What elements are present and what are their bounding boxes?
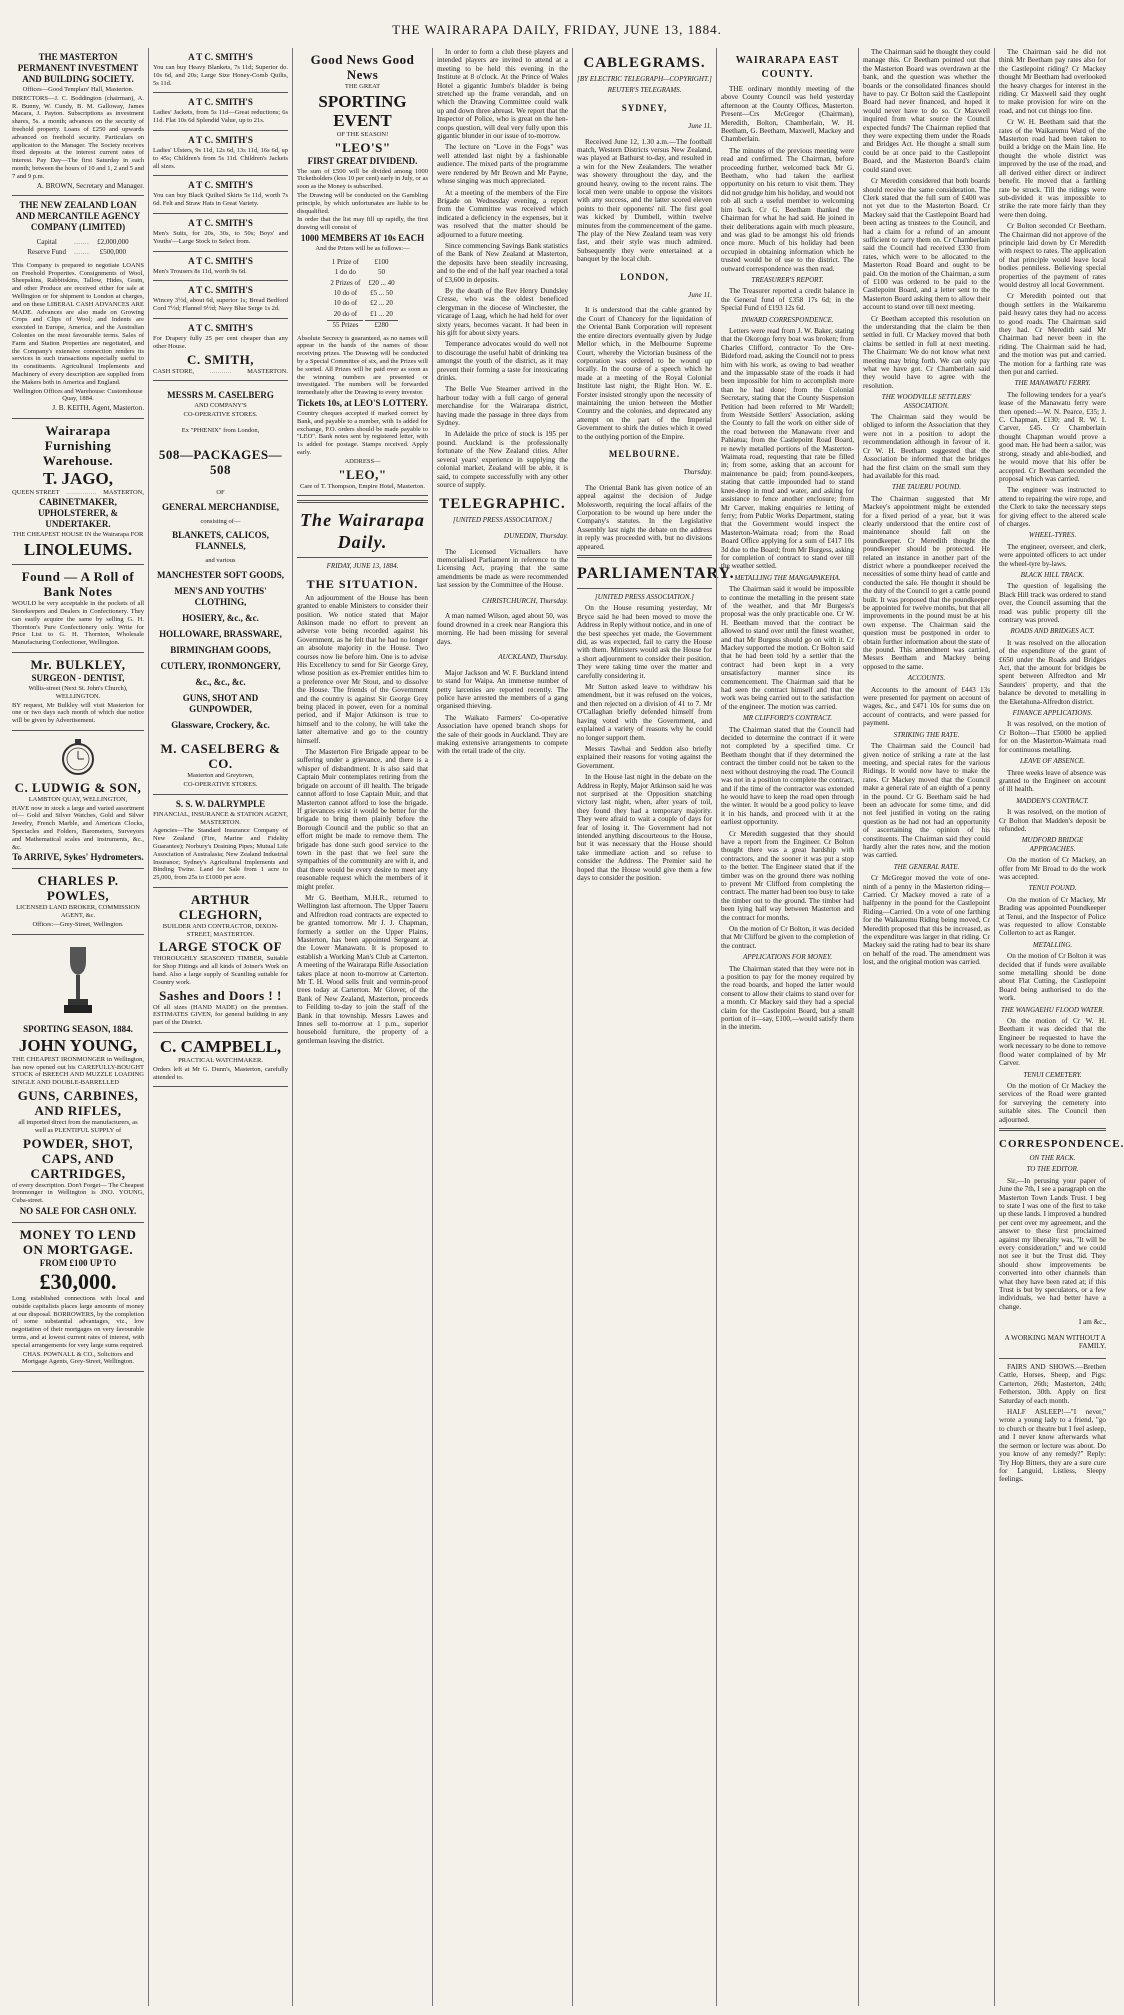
column-7 [858, 48, 994, 2006]
inward-heading: INWARD CORRESPONDENCE. [741, 315, 834, 324]
caselberg-item: consisting of— [200, 517, 241, 525]
tele-place-1: DUNEDIN, Thursday. [503, 531, 568, 540]
bulkley-ad [12, 653, 144, 731]
campbell-trade: PRACTICAL WATCHMAKER. [178, 1057, 263, 1065]
the-great: THE GREAT [344, 83, 381, 90]
smith-item: You can buy Heavy Blankets, 7s 11d; Superior do. 10s 6d, and 20s; Large Size Honey-Comb Quilts, 5s 11d. [153, 64, 288, 87]
ludwig-agents: To ARRIVE, Sykes' Hydrometers. [12, 852, 144, 863]
sashes: Sashes and Doors ! ! [159, 987, 282, 1003]
metalling-text: The Chairman said it would be impossible to continue the metalling in the present state of the weather, and that Mr Burgess's proposal was the only practicable one. Cr W. H. Beetham moved that the contract be allowed to stand over until the finest weather, and that Mr Burgess should go on with it. Cr Mackey supported the motion. Cr Bolton said that he had been told by a settler that the contract had been kept in a very unsatisfactory manner since its commencement. The Chairman said that he had seen the contract himself and that the work was being carried out to the satisfaction of the engineer. The motion was carried. [721, 585, 854, 711]
finance-heading: FINANCE APPLICATIONS. [1012, 709, 1093, 718]
pound-heading: TENUI POUND. [1028, 884, 1077, 893]
treasurer-text: The Treasurer reported a credit balance in the General fund of £358 17s 6d; in the Special Fund of £193 12s 6d. [721, 287, 854, 313]
sydney-heading: SYDNEY, [621, 102, 668, 113]
col4-text-5: By the death of the Rev Henry Dundsley Cresse, who was the oldest beneficed clergyman in the diocese of Winchester, the vicarage of Laag, which he had held for over sixty years, becomes vacant. It had been in his gift for about sixty years. [437, 286, 568, 337]
smith-title: A T C. SMITH'S [188, 134, 253, 145]
leo-address: "LEO," [338, 466, 387, 482]
smith-title: A T C. SMITH'S [188, 180, 253, 191]
smith-store-left: CASH STORE, [153, 367, 195, 375]
correspondence-text: Sir,—In perusing your paper of June the 7th, I see a paragraph on the Masterton Town Lands Trust. I beg to state I was one of the first to take up these lands. I improved a hundred per cent over my agreement, and the answer to these first proclaimed against my liberality was, "It will be every consideration," and we could not see it but the Trust did. They should show improvements be converted into other channels than what they have been rated at; if this Trust is but by speculators, or a few individuals, we had better have a change. [999, 1176, 1106, 1311]
col7-text-2: Cr Meredith considered that both boards should receive the same consideration. The Clerk stated that the full sum of £400 was not yet due to the Masterton Board. Cr Mackey said that the Castlepoint Board had been acting as trustees to the Council, and had a claim for a refund of an amount sufficient to carry them on. Cr Chamberlain said the Council had received £330 from rates, which were to be allocated to the Masterton Road Board and ought to be paid. On the motion of the Chairman, a sum of £100 was ordered to be paid to the Castlepoint Board, and a letter sent to the Masterton Board asking them to allow their account to stand over till next meeting. [863, 177, 990, 312]
column-2 [148, 48, 292, 2006]
cleghorn-text: THOROUGHLY SEASONED TIMBER, Suitable for Shop Fittings and all kinds of Joiner's Work on hand. Also a large supply of Scantling suitable for Country work. [153, 955, 288, 986]
sporting-event: SPORTING EVENT [318, 91, 407, 130]
smith-item: Men's Suits, for 20s, 30s, to 50s; Boys' and Youths'—Large Stock to Select from. [153, 229, 288, 245]
smith-title: A T C. SMITH'S [188, 322, 253, 333]
caselberg-item: HOSIERY, &c., &c. [182, 613, 259, 624]
masthead-title: THE WAIRARAPA DAILY, FRIDAY, JUNE 13, 1884. [392, 22, 722, 37]
end-text: FAIRS AND SHOWS.—Brethen Cattle, Horses, Sheep, and Pigs: Carterton, 26th; Masterton, 24th; Fetherston, 30th. Apply on first Saturday of each month. [999, 1363, 1106, 1405]
ludwig-ad [12, 731, 144, 870]
leave-text: Three weeks leave of absence was granted to the Engineer on account of ill health. [999, 768, 1106, 794]
column-6 [716, 48, 858, 2006]
prize-cell: 1 Prize of [331, 257, 359, 266]
london-text: It is understood that the cable granted by the Court of Chancery for the liquidation of the Oriental Bank Corporation will represent the entire directors eventually given by Judge Mellor which, in the Melbourne Supreme Court, whereby the Victorian business of the corporation was ordered to be wound up locally. In the course of a speech which he made at a meeting of the Royal Colonial Institute last night, the Right Hon. W. E. Forster insisted strongly upon the necessity of maintaining the union between the Mother Country and the colonies, and deprecated any attempt on the part of the Imperial Government to shirk the duties which it owed to the outlying portion of the Empire. [577, 306, 712, 441]
dalrymple-title: S. S. W. DALRYMPLE [175, 798, 266, 809]
sydney-date: June 11. [688, 122, 712, 130]
powles-office: Offices:—Grey-Street, Wellington. [32, 921, 124, 929]
col8-text-4: Cr Meredith pointed out that though settlers in the Waikaremu paid heavy rates they had no access to good roads. The Chairman said they had. Cr Meredith said Mr Chairman had never been in the riding. The Chairman said he had, and the motion was put and carried. The motion for a farthing rate was then put and carried. [999, 292, 1106, 377]
general-rate-text: Cr McGregor moved the vote of one-ninth of a penny in the Masterton riding—Carried. Cr Mackey moved a rate of a halfpenny in the pound for the Castlepoint Riding—Carried. On a vote of one farthing for the Waikaremu Riding being moved, Cr Meredith proposed that this be increased, as the expenditure was larger in that riding. Cr Mackey said the rating had to bear its share on behalf of the road. The amendment was lost, and the original motion was carried. [863, 874, 990, 967]
nz-loan-sign: J. B. KEITH, Agent, Masterton. [52, 404, 144, 413]
money-amount: £30,000. [39, 1269, 117, 1295]
finance-text: It was resolved, on the motion of Cr Bolton—That £5000 be applied for on the Masterton-Waimata road for continuous metalling. [999, 720, 1106, 754]
masthead [0, 0, 1114, 46]
col4-text-6: Temperance advocates would do well not to discourage the useful habit of drinking tea amongst the youth of the district, as it may prevent their forming a taste for intoxicating drinks. [437, 340, 568, 383]
furnish-title: Wairarapa Furnishing Warehouse. [42, 422, 114, 468]
leo-text-1: The sum of £500 will be divided among 1000 Ticketholders (less 10 per cent) early in July, or as soon as the Money is subscribed. [297, 167, 428, 191]
prize-cell: 1 do do [334, 268, 356, 277]
campbell-title: C. CAMPBELL, [159, 1037, 282, 1057]
jago-name: T. JAGO, [42, 468, 114, 488]
leo-bold: Tickets 10s, at LEO'S LOTTERY. [297, 397, 428, 408]
money-text: Long established connections with local and outside capitalists places large amounts of money at our disposal. BORROWERS, by the completion of some substantial advantages, viz., low negotiation of their mortgages on very favourable terms, and at lowest current rates of interest, with special arrangements for very large sums required. [12, 1295, 144, 1349]
striking-text: The Chairman said the Council had given notice of striking a rate at the last meeting, and special rates for the various Ridings. It would now have to make the rates. Cr Mackey moved that the Council make a general rate of an eighth of a penny in the pound. Cr G. Beetham said he had been an advocate for some time, and did not feel justified in voting on the rating question as he had not had an opportunity of ascertaining the opinion of his constituents. The Chairman said they could hardly alter the rates now, and the motion was carried. [863, 742, 990, 860]
taueru-heading: THE TAUERU POUND. [892, 483, 961, 492]
madden-text: It was resolved, on the motion of Cr Bolton that Madden's deposit be refunded. [999, 808, 1106, 833]
smith-ad-5 [153, 214, 288, 252]
ferry-heading: THE MANAWATU FERRY. [1014, 379, 1091, 388]
smith-item: Ladies' Jackets, from 5s 11d—Great reductions; 6s 11d. Flat 10s 6d Splendid Value, up to 21s. [153, 109, 288, 125]
wheel-heading: WHEEL-TYRES. [1028, 531, 1077, 540]
smith-ad-3 [153, 131, 288, 176]
treasurer-heading: TREASURER'S REPORT. [751, 275, 824, 284]
bank-text: DIRECTORS—J. C. Boddington (chairman), A. R. Bunny, W. Cundy, B. M. Galloway, James Macara, J. Payton. Subscriptions as investment shares, 5s. a month; advances on the security of freehold property. Loans of £250 and upwards advanced on freehold security. Particulars on application to the Manager. The Society receives fixed deposits at the interest current rates of interest. Pay Day—The first Saturday in each month; between the hours of 10 and 1, 2 and 5 and 7 and 9 p.m. [12, 94, 144, 180]
smith-title: A T C. SMITH'S [188, 217, 253, 228]
leo-name: "LEO'S" [334, 139, 391, 155]
bulkley-title: Mr. BULKLEY, [30, 656, 126, 672]
smith-ad-8: A T C. SMITH'S For Drapery fully 25 per cent cheaper than any other House. C. SMITH, CASH STORE, ........... MASTERTON. [153, 319, 288, 381]
roads-heading: ROADS AND BRIDGES ACT. [1010, 627, 1095, 636]
parl-text-2: Mr Sutton asked leave to withdraw his amendment, but it was refused on the voices, and then rejected on a division of 41 to 7. Mr O'Callaghan briefly defended himself from having voted with the Government, and explained a variety of reasons why he could no longer support them. [577, 683, 712, 742]
county-text-2: The minutes of the previous meeting were read and confirmed. The Chairman, before proceeding further, welcomed back Mr G. Beetham, who had taken the earliest opportunity on his return to visit them. They did not grudge him his holiday, and would not rob all such a useful member to welcoming him back. Cr G. Beetham thanked the Chairman for what he had said. He joined in their deliberations again with much pleasure, and was glad to be amongst his old friends once more. Much of his holiday had been occupied in obtaining information which he trusted would be of use to the district. The outward correspondence was then read. [721, 146, 854, 273]
metal-heading: METALLING. [1032, 940, 1073, 949]
smith-item: For Drapery fully 25 per cent cheaper than any other House. [153, 334, 288, 350]
linoleums: LINOLEUMS. [23, 540, 133, 560]
col4-text-8: In Adelaide the price of stock is 195 per pound. Auckland is the professionally fortunate of the New Zealand cities. After several years' experience in supplying the colonial market, Zealand will be able, it is said, to compete successfully with any other source of supply. [437, 430, 568, 489]
caselberg-sign-sub2: CO-OPERATIVE STORES. [183, 780, 258, 788]
ludwig-title: C. LUDWIG & SON, [14, 779, 142, 795]
caselberg-item: HOLLOWARE, BRASSWARE, [159, 629, 282, 640]
melbourne-text: The Oriental Bank has given notice of an appeal against the decision of Judge Molesworth, requiring the local affairs of the Corporation to be wound up here under the Company's statutes. In the Legislative Assembly last night the debate on the address in reply was proceeded with, but no divisions appeared. [577, 483, 712, 551]
sashes-text: Of all sizes (HAND MADE) on the premises. ESTIMATES GIVEN, for general building in any part of the District. [153, 1003, 288, 1027]
local-text: Mr G. Beetham, M.H.R., returned to Wellington last afternoon. The Upper Taueru and Alfredton road contracts are expected to be granted tomorrow. Mr J. J. Chapman, formerly a settler on the Upper Plains, Masterton, has been appointed Sergeant at the Lower Manawatu. It is proposed to establish a Working Man's Club at Carterton. A meeting of the Wairarapa Rifle Association takes place at noon to-morrow at Carterton. Mr T. H. Wood sells fruit and vermin-proof trees today at Carterton. Mr Glover, of the Bank of New Zealand, Masterton, proceeds to Feilding to-day to join the staff of the Bank in that township. Messrs Lawes and Innes sell to-morrow at 1 p.m., superior household furniture, the property of a gentleman leaving the district. [297, 893, 428, 1045]
woodville-text: The Chairman said they would be obliged to inform the Association that they were not in a position to adopt the recommendation although in favour of it. Cr W. H. Beetham suggested that the Association be informed that the bridges had the first claim on the small sum they had available for this road. [863, 413, 990, 480]
paper-title: The Wairarapa Daily. [300, 510, 425, 553]
column-1 [8, 48, 148, 2006]
furnishing-ad: Wairarapa Furnishing Warehouse. T. JAGO, QUEEN STREET ............... MASTERTON, CABINETMAKER, UPHOLSTERER, & UNDERTAKER. THE CHEAPEST HOUSE IN the Wairarapa FOR LINOLEUMS. [12, 419, 144, 566]
building-society-ad [12, 48, 144, 196]
parliamentary-sub: [UNITED PRESS ASSOCIATION.] [595, 593, 694, 601]
smith-ad-6 [153, 252, 288, 282]
correspondence-to: TO THE EDITOR. [1026, 1165, 1079, 1174]
tele-place-3: AUCKLAND, Thursday. [498, 653, 568, 662]
caselberg-item: Glassware, Crockery, &c. [171, 720, 270, 731]
county-heading: WAIRARAPA EAST COUNTY. [735, 55, 840, 80]
campbell-ad [153, 1033, 288, 1087]
col4-text-7: The Belle Vue Steamer arrived in the harbour today with a full cargo of general merchandise for the Wairarapa district, having made the passage in three days from Sydney. [437, 385, 568, 428]
smith-store-right: MASTERTON. [247, 367, 288, 375]
jago-addr-left: QUEEN STREET [12, 488, 60, 496]
prize-total-cell: £280 [365, 320, 397, 329]
telegraphic-sub: [UNITED PRESS ASSOCIATION.] [453, 516, 552, 525]
prize-cell: £100 [374, 257, 389, 266]
prize-cell: 10 do of [333, 299, 358, 308]
mudford-heading: MUDFORD BRIDGE APPROACHES. [1021, 836, 1084, 853]
smith-ad-4 [153, 176, 288, 214]
money-sign: CHAS. POWNALL & CO., Solicitors and Mortgage Agents, Grey-Street, Wellington. [21, 1350, 134, 1366]
caselberg-item: and various [205, 557, 236, 565]
powles-title: CHARLES P. POWLES, [37, 873, 119, 904]
county-text-1: THE ordinary monthly meeting of the above County Council was held yesterday afternoon at the County Offices, Masterton. Present—Crs McGregor (Chairman), Meredith, Bolton, Chamberlain, W. H. Beetham, G. Beetham, Maxwell, Mackey and Chamberlain. [721, 85, 854, 144]
col4-text-3: At a meeting of the members of the Fire Brigade on Wednesday evening, a report from the Committee was received which indicated a deficiency in the expenses, but it was resolved that the matter should be adjourned to a future meeting. [437, 188, 568, 239]
smith-ad-2 [153, 93, 288, 131]
jago-trade: CABINETMAKER, UPHOLSTERER, & UNDERTAKER. [37, 497, 118, 530]
prize-row [327, 289, 397, 297]
young-text: THE CHEAPEST IRONMONGER in Wellington, has now opened out his CAREFULLY-BOUGHT STOCK of BREECH AND MUZZLE LOADING SINGLE AND DOUBLE-BARRELLED [12, 1055, 144, 1087]
prize-row [327, 258, 397, 266]
prize-cell: £5 ... 50 [370, 288, 393, 297]
flood-heading: THE WANGAEHU FLOOD WATER. [1000, 1005, 1105, 1014]
cheapest-house: THE CHEAPEST HOUSE IN the Wairarapa FOR [12, 531, 144, 539]
applications-heading: APPLICATIONS FOR MONEY. [742, 953, 833, 962]
accounts-heading: ACCOUNTS. [907, 674, 946, 683]
woodville-heading: THE WOODVILLE SETTLERS' ASSOCIATION. [881, 393, 972, 410]
caselberg-item: GENERAL MERCHANDISE, [161, 501, 280, 512]
metalling-heading: METALLING THE MANGAPAKEHA. [734, 573, 841, 582]
applications-text: The Chairman stated that they were not in a position to pay for the money required by the road boards, and hoped the latter would consent to allow their claims to stand over for a month. Cr Mackey said they had a special claim for the Castlepoint Board, but a small portion of it—say, £100,—would satisfy them in the interim. [721, 964, 854, 1032]
col4-text-2: The lecture on "Love in the Fogs" was well attended last night by a fashionable audience. The mixed parts of the programme were rendered by Mr Brown and Mr Payne, whose singing was much appreciated. [437, 143, 568, 186]
dalrymple-ad [153, 795, 288, 888]
parliamentary-heading: PARLIAMENTARY. [577, 565, 735, 582]
reserve-value: £500,000 [99, 248, 126, 257]
correspondence-sign-1: I am &c., [1078, 1318, 1106, 1327]
columns [0, 48, 1124, 2008]
end-text-2: HALF ASLEEP!—"I never," wrote a young lady to a friend, "go to church or theatre but I feel asleep, and I never know afterwards what the sermon or lecture was about. Do you know of any remedy?" Reply: Try Hop Bitters, they are a sure cure for Languid, Listless, Sleepy feelings. [999, 1408, 1106, 1484]
young-ad [12, 935, 144, 1223]
telegraphic-heading: TELEGRAPHIC. [439, 496, 566, 513]
mudford-text: On the motion of Cr Mackey, an offer from Mr Broad to do the work was accepted. [999, 856, 1106, 881]
nz-loan-text: This Company is prepared to negotiate LOANS on Freehold Properties. Consignments of Wool, Sheepskins, Rabbitskins, Tallow, Hides, Grain, and other Produce are received either for sale at Wellington or for shipment to London at charges, and on these LIBERAL CASH ADVANCES ARE MADE. Advances are also made on Growing Crops and Clips of Wool; and Indents are executed in Europe, America, and the Australian Colonies on the most favourable terms. Sales of Farm and Station Properties are negotiated, and the Company's extensive connection renders its services in such transactions especially useful to its constituents. Agricultural Implements and Machinery of every description are supplied from the Makers both in America and England. [12, 261, 144, 386]
prize-cell: 20 do of [333, 309, 358, 318]
flood-text: On the motion of Cr W. H. Beetham it was decided that the Engineer be requested to have the work necessary to be done to remove flood water complained of by Mr Carver. [999, 1017, 1106, 1068]
john-young: JOHN YOUNG, [18, 1035, 138, 1055]
striking-heading: STRIKING THE RATE. [893, 730, 960, 739]
smith-item: Ladies' Ulsters, 9s 11d, 12s 6d, 13s 11d, 16s 6d, up to 45s; Children's from 5s 11d. Children's Jackets all sizes. [153, 146, 288, 170]
found-ad [12, 565, 144, 653]
parl-text-1: On the House resuming yesterday, Mr Bryce said he had been moved to move the Address in Reply without notice, and in one of the best speeches yet made, the Government did, as was expected, fail to carry the House with them. Ministers would ask the House for a short adjournment to consider their position. They were taking time over the matter and carefully considering it. [577, 604, 712, 680]
tenui-heading: TENUI CEMETERY. [1023, 1070, 1082, 1079]
london-date: June 11. [688, 290, 712, 299]
madden-heading: MADDEN'S CONTRACT. [1016, 796, 1089, 805]
col4-text-1: In order to form a club these players and intended players are invited to attend at a meeting to be held this evening in the Institute at 8 o'clock. At the Prince of Wales Hotel a gigantic Jumbo's bladder is being stretched up the frame verandah, and on which the Drawing Committee could walk up and down three abreast. We report that the Inspector of Police, who is great on the hen-coops question, will deal very fully upon this gigantic blunder in our issue of to-morrow. [437, 48, 568, 141]
accounts-text: Accounts to the amount of £443 13s were presented for payment on account of wages, &c., and £471 10s for sums due on account of contracts, and were passed for payment. [863, 685, 990, 728]
prize-row [327, 299, 397, 307]
caselberg-title: MESSRS M. CASELBERG [167, 390, 274, 401]
leo-text-4: Absolute Secrecy is guaranteed, as no names will appear in the hands of the names of those receiving prizes. The Drawing will be conducted by a Special Committee of six, and the Prizes will be sorted. All Prizes will be paid over as soon as the winning numbers are presented or investigated. The numbers will be forwarded immediately after the Drawing to every investor. [297, 334, 428, 397]
prizes-intro: And the Prizes will be as follows:— [315, 244, 410, 252]
caselberg-sign: M. CASELBERG & CO. [160, 741, 281, 772]
tenui-text: On the motion of Cr Mackey the services of the Road were granted for surveying the cemetery into suitable sites. The Council then adjourned. [999, 1081, 1106, 1124]
ferry-text: The following tenders for a year's lease of the Manawatu ferry were then opened:—W. N. Pearce, £35; J. C. Chapman, £130; and R. W. I. Carver, £45. Cr Chamberlain thought Chapman would prove a good man. He had been a sailor, was strong, steady and able-bodied, and he would move that his offer be accepted. Cr Beetham seconded the proposal which was carried. [999, 390, 1106, 483]
smith-ad-1 [153, 48, 288, 93]
caselberg-item: CUTLERY, IRONMONGERY, [160, 661, 281, 672]
bulkley-addr: Willis-street (Next St. John's Church), WELLINGTON. [28, 684, 128, 700]
fire-text: The Masterton Fire Brigade appear to be suffering under a grievance, and there is a whisper of disbandment. It is also said that Captain Muir contemplates retiring from the brigade on account of ill health. The brigade cannot afford to lose Captain Muir, and that Masterton cannot afford to lose the brigade. If grievances exist it would be better for the brigade to bring them plainly before the Borough Council and the public so that an effort might be made to remove them. The brigade has done such good service to the town in the past that we feel sure the sympathies of the community are with it, and that there would be every desire to meet any reasonable request which the members of it might prefer. [297, 748, 428, 891]
taueru-text: The Chairman suggested that Mr Mackey's appointment might be extended for a fixed period of a year, but it was clearly understood that the entire cost of maintenance should fall on the poundkeeper. Cr Meredith thought the poundkeeper should be protected. He related an instance in another part of the district where a poundkeeper received the necessities of some thirty head of cattle and conducted the sale. He thought it should be the duty of the Council to get a cattle pound built. It was proposed that the poundkeeper be appointed for twelve months, but that all improvements in the pound must be at his own expense. The Chairman said the question must be postponed in order to obtain further information about the state of the pound. This amendment was carried, Messrs Beetham and Mackey being opposed to the same. [863, 494, 990, 671]
tele-text-3: Major Jackson and W. F. Buckland intend to stand for Waipa. An immense number of petty larcenies are reported recently. The police have arrested the members of a gang organised thieving. [437, 668, 568, 711]
prize-cell: 10 do of [333, 288, 358, 297]
leave-heading: LEAVE OF ABSENCE. [1019, 757, 1086, 766]
smith-ad-7 [153, 281, 288, 319]
inward-text: Letters were read from J. W. Baker, stating that the Okorogo ferry boat was broken; from Charles Clifford, contractor To the Ore-Bideford road, asking the Council not to press him with his work, as owing to bad weather and the impassable state of the roads it had been impossible for him to accomplish more than he had done; from the Colonial Secretary, stating that the County Suspension Petition had been referred to Mr Wardell; from Westside Settlers' Association, asking the County to fall the work on either side of the road between the Manawatu river and Pahiatua; from the Castlepoint Road Board, re newly metalled portions of the Masterton-Waimata road, requesting that rate be filled in; from some, asking that an account for maintenance be paid; from pound-keepers, stating that cattle impounded had to stand knee-deep in mud and water, and asking for assistance to fence another enclosure; from Mr Carver, making enquiries re letting of ferry; from Public Works Department, stating that the Government would inspect the Masterton-Waimata road; from the Road Board Office applying for a sum of £417 10s 3d due to the Board; from Mr Burgess, asking for completion of contract to stand over till the weather settled. [721, 326, 854, 571]
situation-text: An adjournment of the House has been granted to enable Ministers to consider their position. We notice stated that Major Atkinson made no effort to prevent an adverse vote being recorded against his Government, as he felt that he had no longer an absolute majority in the House. Two courses now lie before him. One is to advise His Excellency to send for Sir George Grey, whose position as ex-Premier entitles him to a preference over Mr Stout, and to dissolve the House. The friends of the Government and the country is against Sir George Grey being placed in power, even for a nominal period, and if Major Atkinson is true to himself and to the colony, he will take the latter alternative and go to the country himself. [297, 593, 428, 745]
prize-cell: £20 ... 40 [368, 278, 395, 287]
metal-text: On the motion of Cr Bolton it was decided that if funds were available some metalling should be done about Flat Cutting, the Castlepoint Board being authorised to do the work. [999, 952, 1106, 1003]
bank-sign: A. BROWN, Secretary and Manager. [36, 181, 144, 190]
clifford-text: The Chairman stated that the Council had decided to determine the contract if it were not completed by a specified time. Cr Beetham thought that if they determined the contract the timber could not be taken to the next without destroying the road. The Council was not in a position to complete the contract, and if the time of the contractor was extended he would have to keep the road open through the winter. It would be a good policy to leave it in his hands, and proceed with it at the earliest opportunity. [721, 725, 854, 827]
prize-row [327, 279, 397, 287]
melbourne-heading: MELBOURNE. [608, 448, 681, 459]
nz-loan-title: THE NEW ZEALAND LOAN AND MERCANTILE AGENCY COMPANY (LIMITED) [15, 199, 141, 232]
smith-sign: C. SMITH, [187, 351, 254, 367]
tele-place-2: CHRISTCHURCH, Thursday. [481, 596, 568, 605]
caselberg-sub2: CO-OPERATIVE STORES. [183, 411, 258, 419]
smith-title: A T C. SMITH'S [188, 285, 253, 296]
column-8 [994, 48, 1124, 2006]
paper-date: FRIDAY, JUNE 13, 1884. [326, 562, 399, 571]
clifford-heading: MR CLIFFORD'S CONTRACT. [742, 714, 833, 723]
column-5 [572, 48, 735, 2006]
leo-ad [297, 48, 428, 496]
leo-text-2: The Drawing will be conducted on the Gambling principle, by which unfortunates are liable to be disqualified. [297, 191, 428, 215]
cleghorn-title: ARTHUR CLEGHORN, [178, 891, 263, 922]
address-label: ADDRESS— [344, 457, 381, 465]
sporting-season: SPORTING SEASON, 1884. [23, 1023, 133, 1034]
members: 1000 MEMBERS AT 10s EACH [300, 232, 425, 243]
dalrymple-text: Agencies—The Standard Insurance Company of New Zealand (Fire, Marine and Fidelity Guarantee); Norbury's Draining Pipes; Mutual Life Association of Australasia; New Zealand Industrial Insurance; Sydney's Agricultural Implements and Binding Twine. Land for Sale from 1 acre to 25,000, from 25s to £1000 per acre. [153, 827, 288, 882]
black-hill-text: The question of legalising the Black Hill track was ordered to stand over, the Council assuming that the road was public property till the contrary was proved. [999, 582, 1106, 624]
capital-value: £2,000,000 [97, 237, 129, 246]
col8-text-1: The Chairman said he did not think Mr Beetham pay rates also for the Castlepoint riding? Cr Mackey thought Mr Beetham had overlooked the heavy charges for interest in the riding. Cr Maxwell said they ought to make provision for wire on the road, and not cut things too fine. [999, 48, 1106, 115]
ludwig-addr: LAMBTON QUAY, WELLINGTON, [28, 795, 128, 803]
roads-text: It was resolved on the allocation of the expenditure of the grant of £650 under the Roads and Bridges Act, that the amount for bridges be spent between Alfredton and Mr Saunders' property, and that the balance be devoted to metalling in the Eketahuna-Alfredton district. [999, 638, 1106, 706]
general-rate-heading: THE GENERAL RATE. [893, 862, 960, 871]
campbell-text: Orders left at Mr G. Dunn's, Masterton, carefully attended to. [153, 1065, 288, 1081]
ludwig-text: HAVE now in stock a large and varied assortment of— Gold and Silver Watches, Gold and Silver Jewelry, French Marble, and American Clocks, Spectacles and Folders, Barometers, Surveyors and Mathematical scales and instruments, &c., &c. [12, 804, 144, 851]
bulkley-trade: SURGEON - DENTIST, [31, 672, 125, 683]
wheel-text: The engineer, overseer, and clerk, were appointed officers to act under the wheel-tyre by-laws. [999, 542, 1106, 568]
cleghorn-sub: BUILDER AND CONTRACTOR, DIXON-STREET, MASTERTON. [162, 922, 279, 938]
cable-sub: [BY ELECTRIC TELEGRAPH—COPYRIGHT.] [577, 75, 712, 83]
black-hill-heading: BLACK HILL TRACK. [1020, 570, 1085, 579]
money-title: MONEY TO LEND ON MORTGAGE. [19, 1227, 137, 1258]
leo-text-5: Country cheques accepted if marked correct by Bank, and payable to a number, with 1s added for exchange, P.O. orders should be made payable to "LEO". Bank notes sent by registered letter, with 1s added for postage. Stamps received. Apply early. [297, 409, 428, 456]
capital-table: Capital ....... £2,000,000 Reserve Fund ....... £500,000 [22, 236, 133, 259]
melbourne-date: Thursday. [683, 468, 712, 477]
money-ad [12, 1223, 144, 1372]
caselberg-item: &c., &c., &c. [195, 677, 246, 688]
leo-text-3: In order that the list may fill up rapidly, the first drawing will consist of [297, 216, 428, 232]
prize-table [325, 256, 399, 332]
situation-heading: THE SITUATION. [306, 576, 419, 591]
correspondence-sign-2: A WORKING MAN WITHOUT A FAMILY. [1004, 1334, 1106, 1351]
leo-care: Care of T. Thompson, Empire Hotel, Masterton. [300, 482, 425, 490]
smith-item: Wincey 3½d, about 6d, superior 1s; Bread Bedford Cord 7½d; Flannel 9½d; Navy Blue Serge 1s 2d. [153, 297, 288, 313]
column-3 [292, 48, 432, 2006]
col8-text-3: Cr Bolton seconded Cr Beetham. The Chairman did not approve of the principle laid down by Cr Meredith with respect to rates. The application of that principle would leave local bodies penniless. Believing special properties of the payment of rates would destroy all local Government. [999, 222, 1106, 289]
correspondence-sub: ON THE RACK. [1029, 1153, 1076, 1162]
caselberg-sign-sub: Masterton and Greytown, [187, 772, 254, 780]
of-season: OF THE SEASON! [336, 130, 389, 138]
powder: POWDER, SHOT, CAPS, AND CARTRIDGES, [23, 1135, 133, 1181]
prize-cell: 2 Prizes of [330, 278, 361, 287]
no-sale: NO SALE FOR CASH ONLY. [19, 1206, 137, 1217]
prize-cell: 50 [377, 268, 385, 277]
smith-item: Men's Trousers 8s 11d, worth 9s 6d. [153, 267, 247, 275]
caselberg-item: MEN'S AND YOUTHS' CLOTHING, [174, 586, 267, 608]
caselberg-sub: AND COMPANY'S [194, 402, 247, 410]
reserve-label: Reserve Fund [27, 248, 67, 257]
prize-total-cell: 55 Prizes [327, 320, 363, 329]
dalrymple-sub: FINANCIAL, INSURANCE & STATION AGENT, MASTERTON. [153, 810, 288, 826]
caselberg-ship: Ex "PHŒNIX" from London, [181, 426, 260, 434]
prize-row [327, 310, 397, 318]
caselberg-item: GUNS, SHOT AND GUNPOWDER, [182, 693, 259, 715]
clifford-text-3: On the motion of Cr Bolton, it was decided that Mr Clifford be given to the completion of the contract. [721, 925, 854, 950]
first-dividend: FIRST GREAT DIVIDEND. [307, 155, 418, 166]
cleghorn-ad [153, 888, 288, 1033]
tele-text-4: The Waikato Farmers' Co-operative Association have opened branch shops for the sale of their goods in Auckland. They are making extensive arrangements to compete with the retail trade of the city. [437, 713, 568, 756]
capital-label: Capital [36, 237, 57, 246]
parl-text-3: Messrs Tawhai and Seddon also briefly explained their reasons for voting against the Government. [577, 744, 712, 770]
correspondence-heading: CORRESPONDENCE. [999, 1137, 1124, 1150]
guns-text: all imported direct from the manufacturers, as well as PLENTIFUL SUPPLY of [18, 1119, 138, 1134]
bank-title: THE MASTERTON PERMANENT INVESTMENT AND BUILDING SOCIETY. [17, 52, 139, 84]
prize-row [327, 268, 397, 276]
bulkley-text: BY request, Mr Bulkley will visit Masterton for one or two days each month of which due notice will be given by Advertisement. [12, 701, 144, 725]
col8-text-2: Cr W. H. Beetham said that the rates of the Waikaremu Ward of the Masterton road had been taken to build a bridge on the Main line. He thought the whole district was improved by the use of the road, and all derived either direct or indirect benefit. He moved that a farthing rate be struck. Till the ridings were sub-divided it was impossible to strike the rate more fairly than they were then doing. [999, 118, 1106, 219]
parl-text-4: In the House last night in the debate on the Address in Reply, Major Atkinson said he was not surprised at the Opposition snatching victory last night, when, after years of toil, they found they had a temporary majority. They were afraid to wait a couple of days for fear of losing it. The Government had not intended anything discourteous to the House, but it was necessary that the House should take immediate action and so refuse to consider the Address. The Premier said he hoped that the House would give them a few days to consider the position. [577, 773, 712, 882]
caselberg-items [153, 502, 288, 732]
caselberg-item: BIRMINGHAM GOODS, [170, 645, 271, 656]
powles-trade: LICENSED LAND BROKER, COMMISSION AGENT, &c. [16, 904, 140, 920]
bank-office: Offices—Good Templars' Hall, Masterton. [22, 86, 134, 93]
caselberg-ad [153, 381, 288, 794]
prize-total-row [327, 320, 397, 329]
pound-text: On the motion of Cr Mackey, Mr Brading was appointed Poundkeeper at Tenui, and the Inspector of Police was requested to allow Constable Collerton to act as Ranger. [999, 895, 1106, 938]
cablegrams-heading: CABLEGRAMS. [583, 55, 706, 71]
prize-cell: £1 ... 20 [370, 309, 393, 318]
smith-title: A T C. SMITH'S [188, 52, 253, 62]
nz-loan-ad [12, 196, 144, 419]
cable-agency: REUTER'S TELEGRAMS. [607, 86, 682, 95]
column-4 [432, 48, 572, 2006]
smith-title: A T C. SMITH'S [188, 255, 253, 266]
smith-title: A T C. SMITH'S [188, 97, 253, 108]
london-heading: LONDON, [620, 271, 669, 282]
good-news: Good News Good News [310, 52, 415, 82]
col4-text-4: Since commencing Savings Bank statistics of the Bank of New Zealand at Masterton, the deposits have been steadily increasing, and to the end of the half year reached a total of £3,600 in deposits. [437, 241, 568, 284]
clifford-text-2: Cr Meredith suggested that they should have a report from the Engineer. Cr Bolton thought there was a great hardship with contractors, and the sooner it was put a stop to the better. The Engineer stated that if the timber was on the ground there was nothing to prevent Mr Clifford from completing the contract. The matter had been too busy to take the timber out to the ground. The timber had been lying half way between Masterton and the contract for months. [721, 829, 854, 922]
jago-addr-right: MASTERTON, [103, 488, 144, 496]
caselberg-of: OF [216, 488, 225, 496]
engineer-text: The engineer was instructed to attend to repairing the wire rope, and the Clerk to take the necessary steps for giving effect to the altered scale of charges. [999, 486, 1106, 528]
prize-cell: £2 ... 20 [370, 299, 393, 308]
guns: GUNS, CARBINES, AND RIFLES, [17, 1088, 139, 1119]
found-text: WOULD be very acceptable in the pockets of all Storekeepers and Dealers in Confectionery. They can easily acquire the same by selling G. H. Thornton's Pure Confectionery only. Write for Price List to G. H. Thornton, Wholesale Manufacturing Confectioner, Wellington. [12, 600, 144, 647]
nz-loan-office: Wellington Offices and Warehouse: Customhouse Quay, 1884. [13, 387, 143, 403]
tele-text-2: A man named Wilson, aged about 50, was found drowned in a creek near Rangiora this morning. He had been missing for several days. [437, 612, 568, 646]
packages: 508—PACKAGES—508 [158, 446, 283, 477]
powder-text: of every description. Don't Forget— The Cheapest Ironmonger in Wellington is JNO. YOUNG, Cuba-street. [12, 1181, 144, 1205]
sydney-text: Received June 12, 1.30 a.m.—The football match, Western Districts versus New Zealand, was played at Bathurst to-day, and resulted in a win for the New Zealanders. The weather was showery throughout the day, and the ground heavy, owing to the recent rains. The local men were unable to oppose the visitors with any success, and the latter scored eleven points to their opponents' nil. The first goal was kicked by Dumbell, within twelve minutes from the commencement of the game. The play of the New Zealand team was very fast, and their style was much admired. Subsequently they were entertained at a banquet by the local club. [577, 137, 712, 264]
col7-text-3: Cr Beetham accepted this resolution on the understanding that the claim be then settled in full. Cr Mackey moved that both claims be settled in full at next meeting. The Chairman: We do not know what next meeting may bring forth. We can only pay what we have got. Cr Chamberlain said they would have to agree with the resolution. [863, 314, 990, 390]
powles-ad [12, 869, 144, 934]
watch-icon [48, 737, 108, 777]
trophy-illustration [58, 941, 98, 1021]
cleghorn-large: LARGE STOCK OF [158, 939, 283, 955]
smith-item: You can buy Black Quilted Skirts 5s 11d, worth 7s 6d. Felt and Straw Hats in Great Variety. [153, 192, 288, 208]
col7-text-1: The Chairman said he thought they could manage this. Cr Beetham pointed out that the Masterton Board was overdrawn at the bank, and the question was whether the boards or the consolidated finances should have to pay. Cr Bolton said the Castlepoint Board had never financed, and hoped it would never have to do so. Cr Maxwell inquired from what source the Council expected funds? The Chairman replied that they were expecting them under the Roads and Bridges Act. He thought a small sum could be at once paid to the Castlepoint Board, and the Masterton Board's claim could stand over. [863, 48, 990, 174]
caselberg-item: BLANKETS, CALICOS, FLANNELS, [172, 530, 269, 552]
tele-text-1: The Licensed Victuallers have memorialised Parliament in reference to the Licensing Act, praying that the same amendments be made as were recommended last session by the Committee of the House. [437, 547, 568, 590]
caselberg-item: MANCHESTER SOFT GOODS, [156, 570, 285, 581]
found-title: Found — A Roll of Bank Notes [21, 569, 135, 600]
money-from: FROM £100 UP TO [39, 1258, 117, 1269]
